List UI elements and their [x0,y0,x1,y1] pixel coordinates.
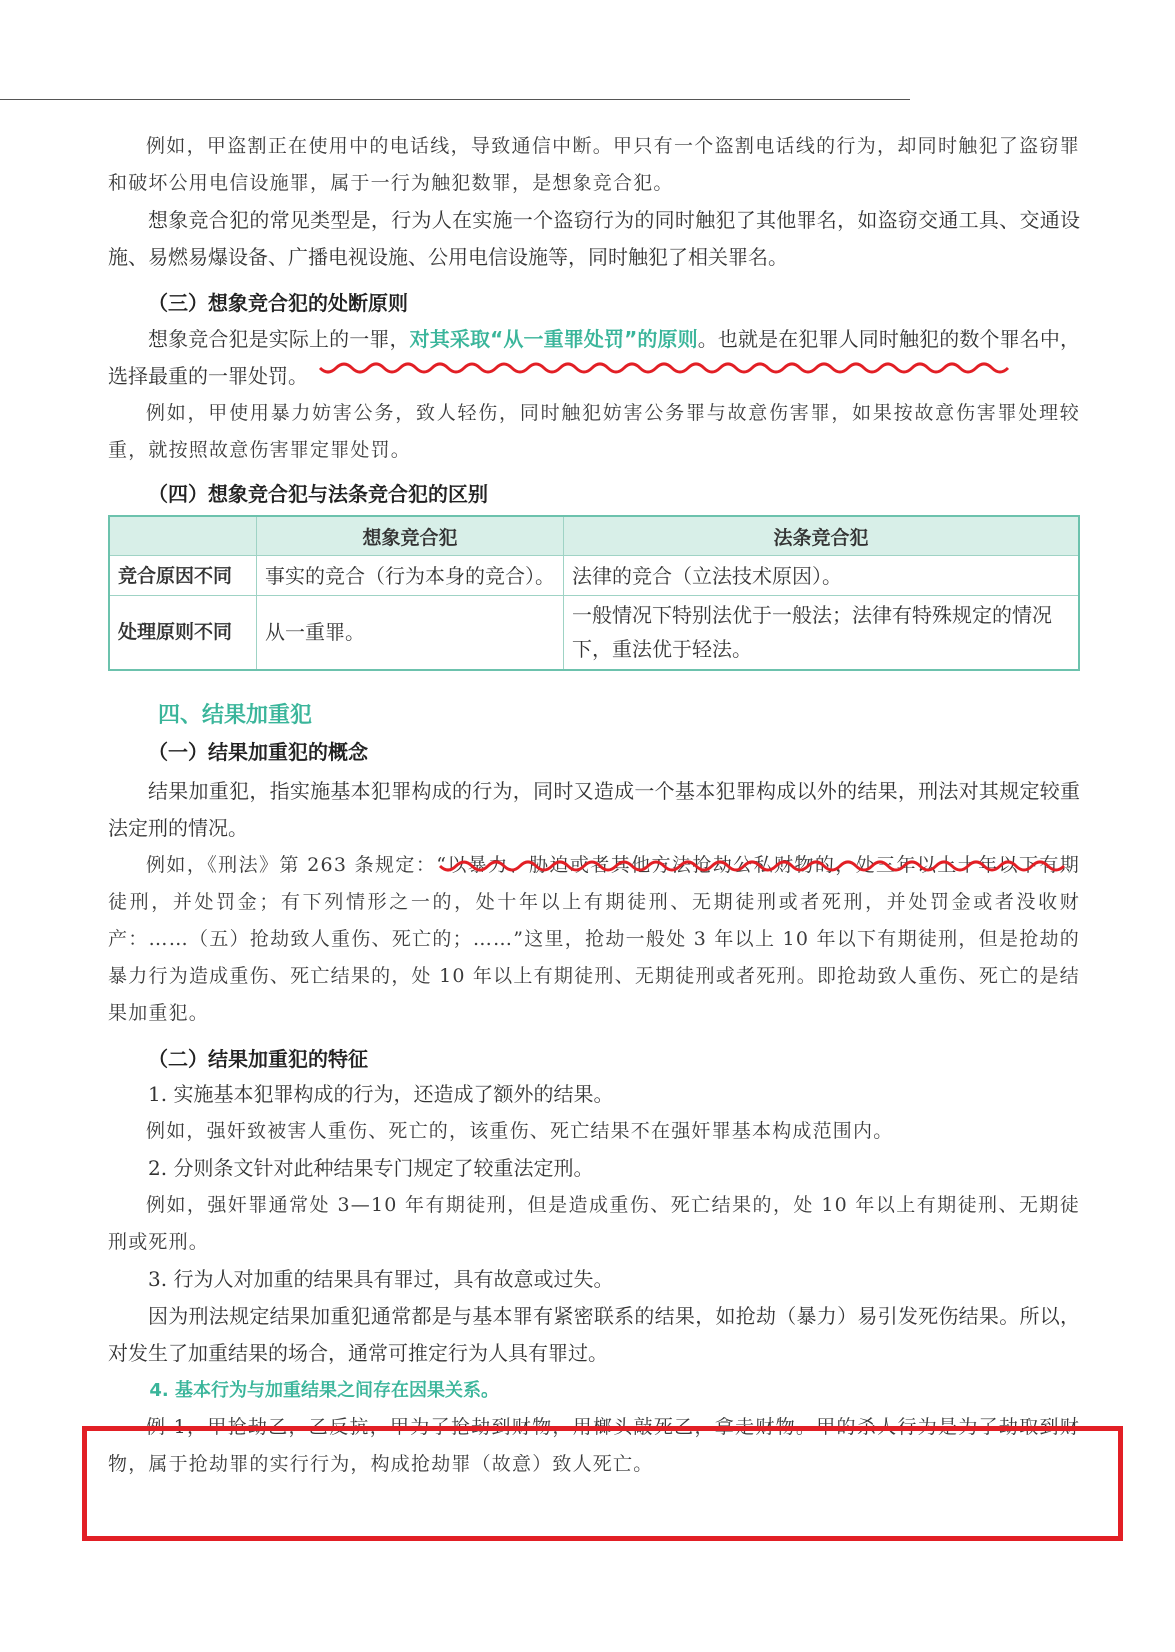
table-header-statutory: 法条竞合犯 [564,516,1080,556]
table-row-label: 竞合原因不同 [109,556,257,596]
paragraph-example-1: 例如，甲盗割正在使用中的电话线，导致通信中断。甲只有一个盗割电话线的行为，却同时触犯了盗窃罪和破坏公用电信设施罪，属于一行为触犯数罪，是想象竞合犯。 [108,135,1080,194]
paragraph-common-types: 想象竞合犯的常见类型是，行为人在实施一个盗窃行为的同时触犯了其他罪名，如盗窃交通工具、交通设施、易燃易爆设备、广播电视设施、公用电信设施等，同时触犯了相关罪名。 [108,208,1080,269]
feature-1: 1. 实施基本犯罪构成的行为，还造成了额外的结果。 [148,1081,614,1106]
section-heading-aggravated: 四、结果加重犯 [158,702,313,728]
paragraph-principle [108,321,1080,395]
feature-3: 3. 行为人对加重的结果具有罪过，具有故意或过失。 [148,1266,614,1291]
principle-text-a: 想象竞合犯是实际上的一罪， [148,327,410,351]
wavy-line-2 [440,862,1064,870]
table-row-label: 处理原则不同 [109,596,257,670]
table-header-row [109,516,1079,556]
feature-4: 4. 基本行为与加重结果之间存在因果关系。 [149,1379,500,1401]
heading-difference: （四）想象竞合犯与法条竞合犯的区别 [148,482,488,506]
feature-4-example: 例 1，甲抢劫乙，乙反抗，甲为了抢劫到财物，用榔头敲死乙，拿走财物。甲的杀人行为是为了劫取到财物，属于抢劫罪的实行行为，构成抢劫罪（故意）致人死亡。 [108,1415,1080,1475]
feature-2: 2. 分则条文针对此种结果专门规定了较重法定刑。 [148,1155,594,1180]
table-row [109,556,1079,596]
feature-3-explanation: 因为刑法规定结果加重犯通常都是与基本罪有紧密联系的结果，如抢劫（暴力）易引发死伤结果。所以，对发生了加重结果的场合，通常可推定行为人具有罪过。 [108,1303,1080,1365]
table-header-imaginative: 想象竞合犯 [257,516,564,556]
red-annotation-box [82,1426,1123,1541]
principle-highlight: 对其采取“从一重罪处罚”的原则 [409,327,698,351]
table-cell: 法律的竞合（立法技术原因）。 [564,556,1080,596]
table-row [109,596,1079,670]
feature-1-example: 例如，强奸致被害人重伤、死亡的，该重伤、死亡结果不在强奸罪基本构成范围内。 [146,1119,894,1142]
top-rule [0,99,910,100]
heading-features: （二）结果加重犯的特征 [148,1046,368,1071]
page-content [108,128,1080,1483]
red-wavy-underline-1 [320,360,1020,380]
feature-2-example: 例如，强奸罪通常处 3—10 年有期徒刑，但是造成重伤、死亡结果的，处 10 年以上有期徒刑、无期徒刑或死刑。 [108,1193,1080,1253]
heading-principle: （三）想象竞合犯的处断原则 [148,291,408,315]
table-cell: 事实的竞合（行为本身的竞合）。 [257,556,564,596]
red-wavy-underline-2 [440,858,1080,878]
paragraph-example-2: 例如，甲使用暴力妨害公务，致人轻伤，同时触犯妨害公务罪与故意伤害罪，如果按故意伤害罪处理较重，就按照故意伤害罪定罪处罚。 [108,402,1080,461]
table-cell: 一般情况下特别法优于一般法；法律有特殊规定的情况下，重法优于轻法。 [564,596,1080,670]
heading-concept: （一）结果加重犯的概念 [148,739,368,764]
table-header-empty [109,516,257,556]
paragraph-example-criminal-law: 例如，《刑法》第 263 条规定：“以暴力、胁迫或者其他方法抢劫公私财物的，处三年以上十年以下有期徒刑，并处罚金；有下列情形之一的，处十年以上有期徒刑、无期徒刑或者死刑，并处罚金或者没收财产：……（五）抢劫致人重伤、死亡的；……”这里，抢劫一般处 3 年以上 10 年以下有期徒刑，但是抢劫的暴力行为造成重伤、死亡结果的，处 10 年以上有期徒刑、无期徒刑或者死刑。即抢劫致人重伤、死亡的是结果加重犯。 [108,853,1080,1024]
paragraph-concept: 结果加重犯，指实施基本犯罪构成的行为，同时又造成一个基本犯罪构成以外的结果，刑法对其规定较重法定刑的情况。 [108,778,1080,840]
wavy-line-1 [320,364,1008,372]
table-cell: 从一重罪。 [257,596,564,670]
principle-text-b: 。也就是在犯罪人同时触犯的数个罪名中，选择最重的一罪处罚。 [108,327,1081,388]
comparison-table [108,515,1080,671]
